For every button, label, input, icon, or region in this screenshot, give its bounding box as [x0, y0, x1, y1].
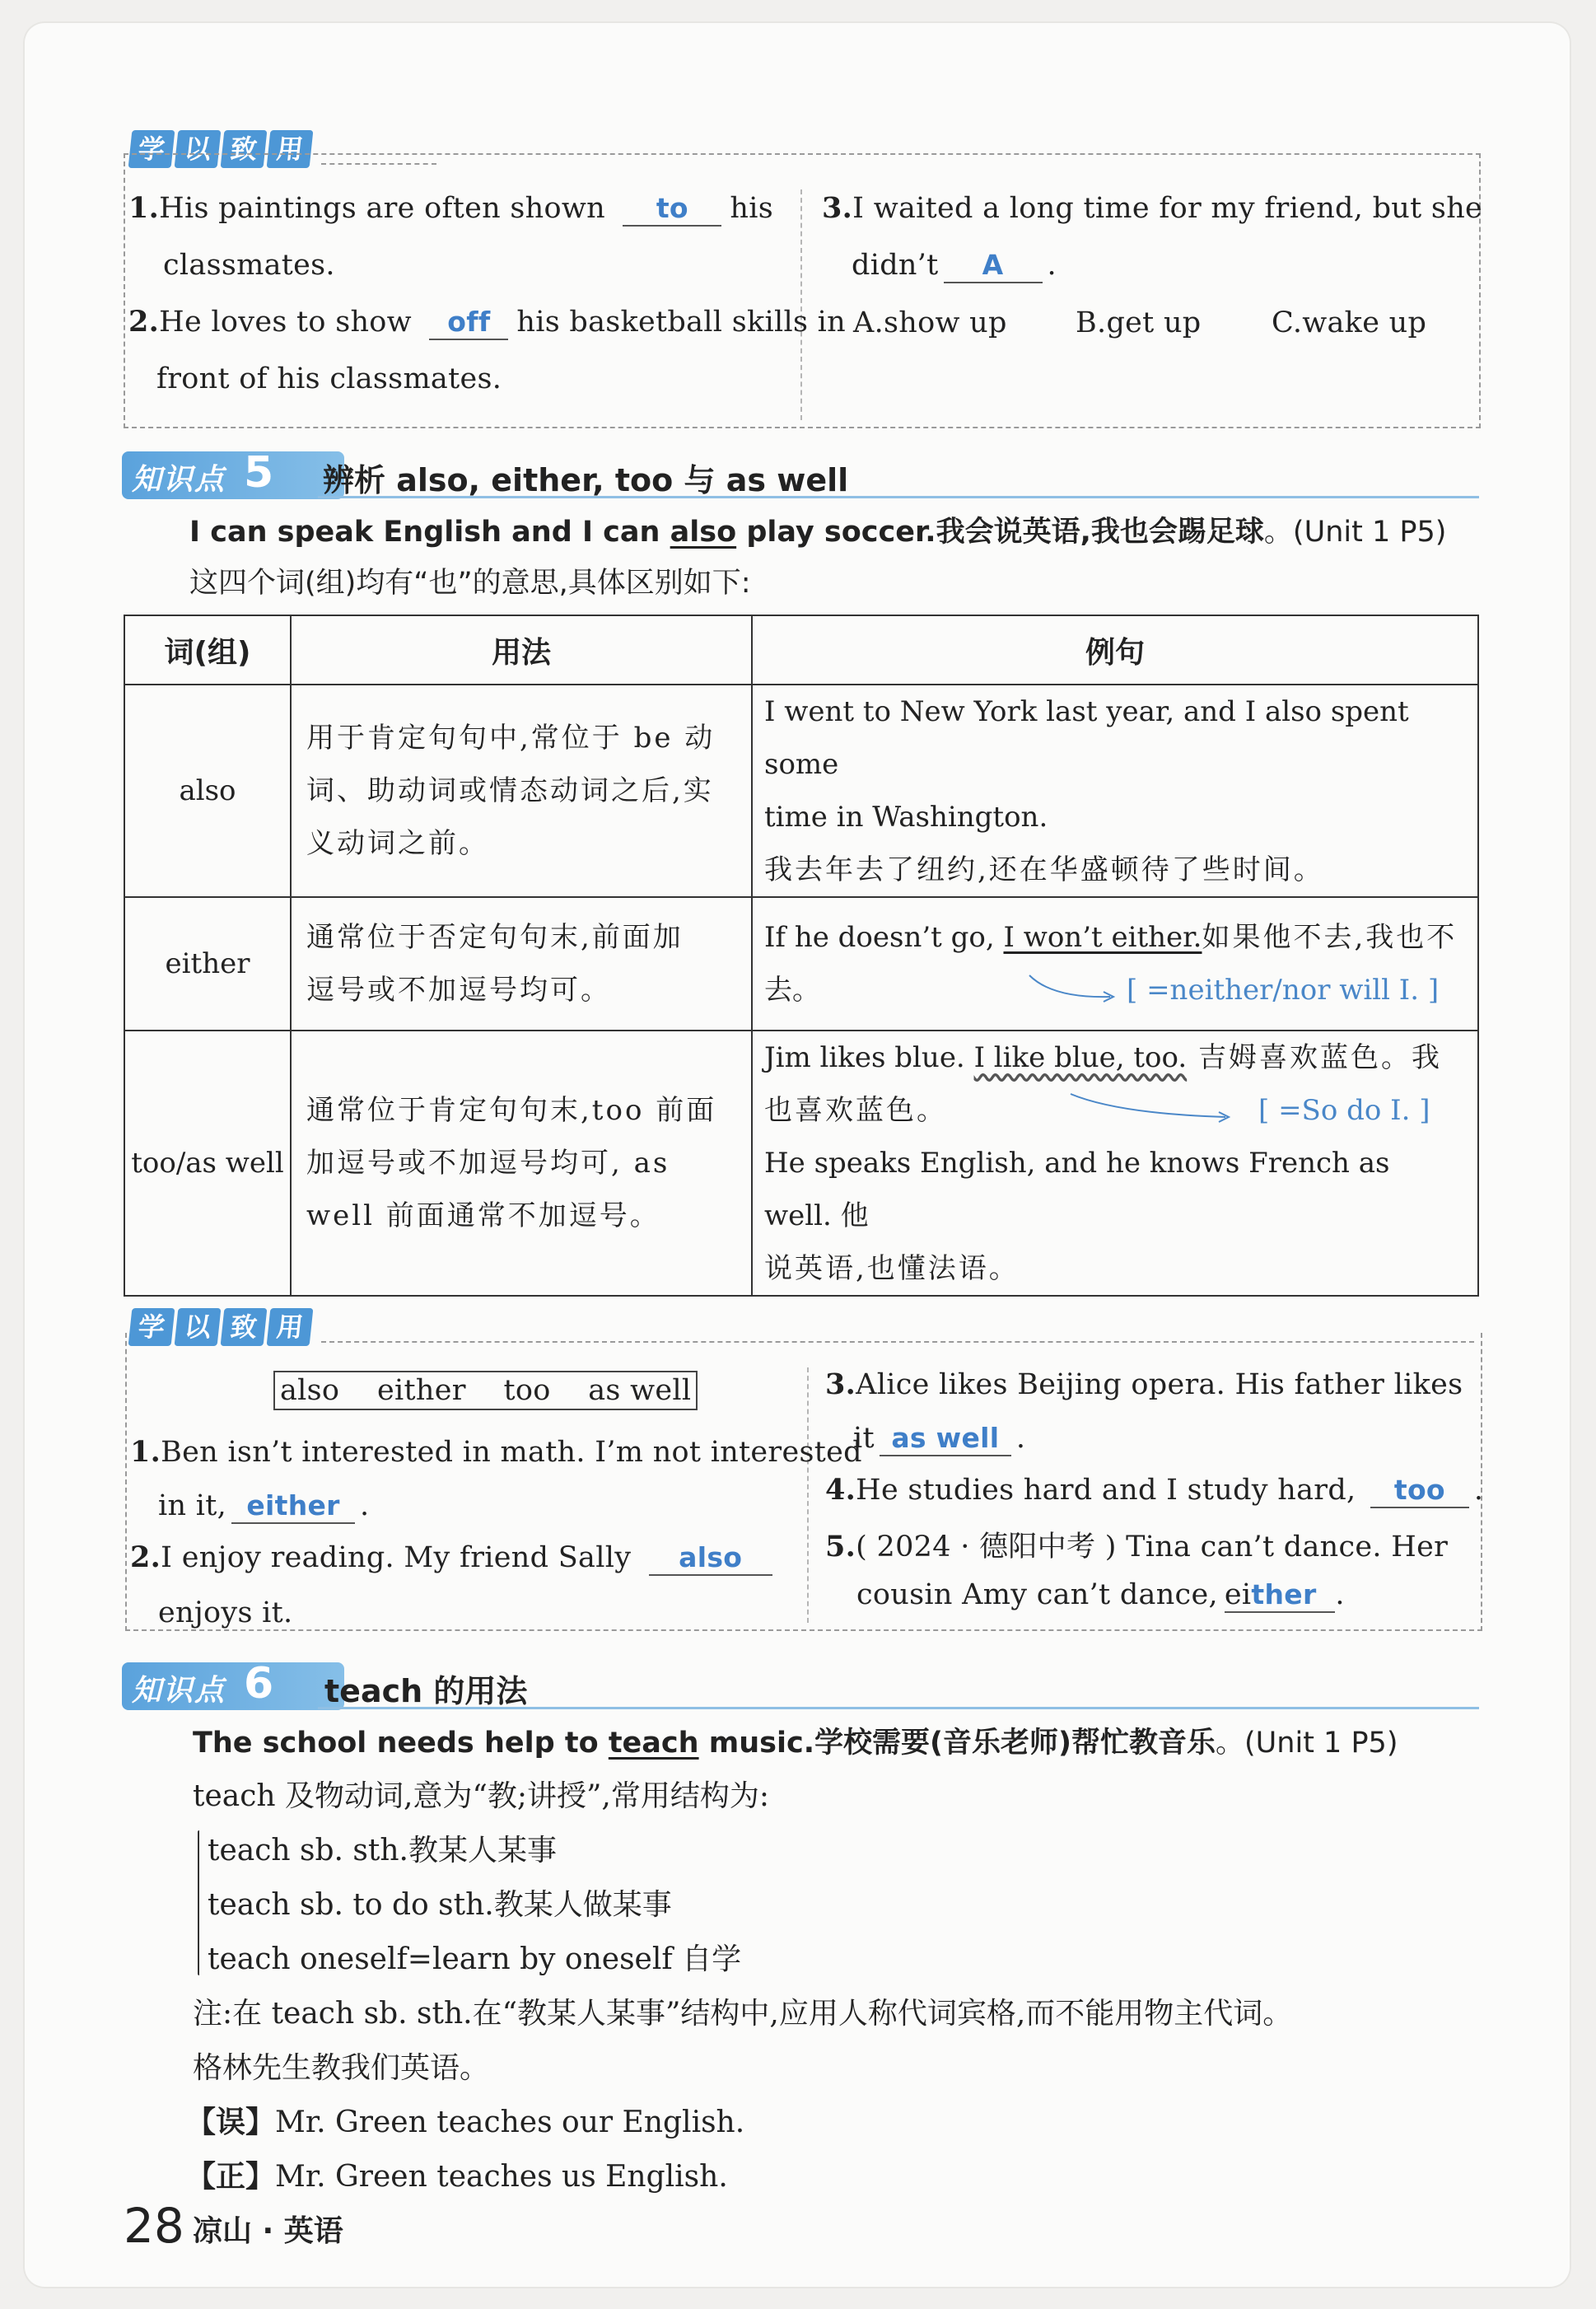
comparison-table [124, 615, 1479, 1297]
table-row [124, 897, 1478, 1031]
word-cell: also [124, 685, 291, 897]
structure-item: teach sb. to do sth.教某人做某事 [208, 1888, 672, 1922]
arrow-icon [1069, 1092, 1234, 1125]
example-sentence: I can speak English and I can also play soccer.我会说英语,我也会踢足球。(Unit 1 P5) [189, 516, 1447, 549]
word-cell: either [124, 897, 291, 1031]
example-sentence: The school needs help to teach music.学校需要(音乐老师)帮忙教音乐。(Unit 1 P5) [193, 1727, 1398, 1760]
option-b: B.get up [1076, 306, 1202, 339]
question-1: 1.His paintings are often shown to his [128, 191, 773, 225]
word-bank: also either too as well [273, 1371, 698, 1410]
option-c: C.wake up [1272, 306, 1427, 339]
usage-cell: 通常位于否定句句末,前面加 逗号或不加逗号均可。 [291, 897, 752, 1031]
example-cell: I went to New York last year, and I also spent some time in Washington. 我去年去了纽约,还在华盛顿待了些时间。 [752, 685, 1478, 897]
answer-blank[interactable]: off [429, 306, 508, 340]
answer-blank[interactable]: to [623, 192, 721, 227]
question-3-cont: it as well . [853, 1422, 1026, 1455]
intro-text: teach 及物动词,意为“教;讲授”,常用结构为: [193, 1779, 769, 1813]
answer-blank[interactable]: as well [880, 1422, 1011, 1456]
equivalent-note: [ =So do I. ] [1258, 1094, 1430, 1127]
equivalent-note: [ =neither/nor will I. ] [1127, 974, 1440, 1007]
header-example: 例句 [752, 615, 1478, 685]
table-row [124, 1031, 1478, 1296]
option-a: A.show up [853, 306, 1007, 339]
practice-tag: 学 以 致 用 [130, 1308, 311, 1346]
question-1-cont: in it, either . [158, 1489, 370, 1522]
question-1-cont: classmates. [163, 249, 335, 282]
page-number: 28 [124, 2198, 184, 2254]
word-cell: too/as well [124, 1031, 291, 1296]
answer-blank[interactable]: also [649, 1541, 772, 1576]
question-2: 2.He loves to show off his basketball skills in [128, 305, 846, 339]
answer-blank[interactable]: too [1370, 1474, 1469, 1508]
book-title: 凉山 · 英语 [193, 2214, 343, 2248]
question-5-cont: cousin Amy can’t dance, either . [856, 1578, 1345, 1611]
table-row [124, 685, 1478, 897]
structure-item: teach sb. sth.教某人某事 [208, 1834, 558, 1867]
question-3: 3.Alice likes Beijing opera. His father likes [825, 1367, 1463, 1401]
header-usage: 用法 [291, 615, 752, 685]
question-4: 4.He studies hard and I study hard, too . [825, 1473, 1484, 1507]
example-cell: Jim likes blue. I like blue, too. 吉姆喜欢蓝色。我 也喜欢蓝色。 [ =So do I. ] He speaks English, and he knows French as well. 他 说英语,也懂法语。 [752, 1031, 1478, 1296]
question-1: 1.Ben isn’t interested in math. I’m not interested [130, 1435, 862, 1469]
brace [198, 1830, 199, 1975]
knowledge-point-badge: 知识点 6 [122, 1662, 344, 1710]
answer-blank[interactable]: either [231, 1489, 355, 1524]
answer-blank[interactable]: ther [1251, 1578, 1317, 1610]
wrong-example: 【误】Mr. Green teaches our English. [186, 2105, 745, 2139]
arrow-icon [1028, 974, 1118, 1007]
practice-tag: 学 以 致 用 [130, 130, 311, 168]
usage-cell: 通常位于肯定句句末,too 前面 加逗号或不加逗号均可, as well 前面通常不加逗号。 [291, 1031, 752, 1296]
note-text: 注:在 teach sb. sth.在“教某人某事”结构中,应用人称代词宾格,而不能用物主代词。 [193, 1997, 1293, 2031]
question-3-cont: didn’t A . [852, 249, 1057, 282]
question-5: 5.( 2024 · 德阳中考 ) Tina can’t dance. Her [825, 1530, 1449, 1563]
section-title: teach 的用法 [324, 1673, 528, 1709]
question-3: 3.I waited a long time for my friend, but she [822, 191, 1483, 225]
section-title: 辨析 also, either, too 与 as well [323, 462, 849, 498]
knowledge-point-badge: 知识点 5 [122, 451, 344, 499]
example-cell: If he doesn’t go, I won’t either.如果他不去,我也不 去。 [ =neither/nor will I. ] [752, 897, 1478, 1031]
question-2-cont: front of his classmates. [156, 362, 502, 395]
structure-item: teach oneself=learn by oneself 自学 [208, 1942, 742, 1976]
divider [807, 1367, 809, 1623]
question-2-cont: enjoys it. [158, 1596, 293, 1629]
answer-blank[interactable]: A [944, 249, 1043, 283]
chinese-sentence: 格林先生教我们英语。 [193, 2051, 490, 2085]
right-example: 【正】Mr. Green teaches us English. [186, 2159, 728, 2194]
header-word: 词(组) [124, 615, 291, 685]
question-2: 2.I enjoy reading. My friend Sally also [130, 1540, 772, 1576]
intro-text: 这四个词(组)均有“也”的意思,具体区别如下: [189, 567, 751, 600]
usage-cell: 用于肯定句句中,常位于 be 动 词、助动词或情态动词之后,实 义动词之前。 [291, 685, 752, 897]
